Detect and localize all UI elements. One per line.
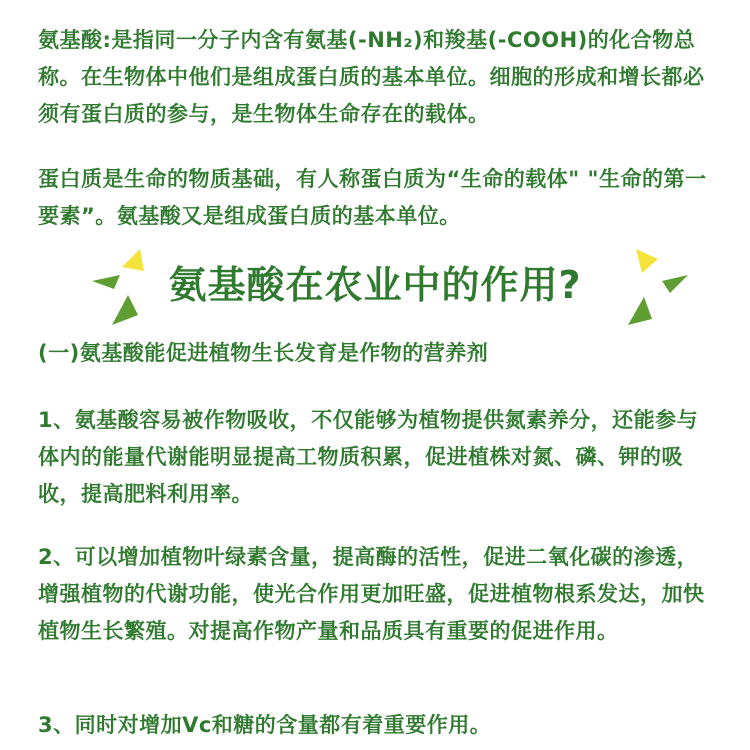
triangle-burst-icon bbox=[600, 245, 690, 330]
intro-paragraph-1: 氨基酸:是指同一分子内含有氨基(-NH₂)和羧基(-COOH)的化合物总称。在生物体中他们是组成蛋白质的基本单位。细胞的形成和增长都必须有蛋白质的参与，是生物体生命存在的载体。 bbox=[38, 28, 705, 126]
intro-paragraph-2: 蛋白质是生命的物质基础，有人称蛋白质为“生命的载体" "生命的第一要素”。氨基酸又是组成蛋白质的基本单位。 bbox=[38, 167, 707, 228]
list-item: 2、可以增加植物叶绿素含量，提高酶的活性，促进二氧化碳的渗透，增强植物的代谢功能，使光合作用更加旺盛，促进植物根系发达，加快植物生长繁殖。对提高作物产量和品质具有重要的促进作用。 bbox=[38, 545, 705, 643]
list-item: 1、氨基酸容易被作物吸收，不仅能够为植物提供氮素养分，还能参与体内的能量代谢能明显提高工物质积累，促进植株对氮、磷、钾的吸收，提高肥料利用率。 bbox=[38, 408, 699, 506]
section-heading bbox=[0, 245, 750, 330]
section-subtitle: (一)氨基酸能促进植物生长发育是作物的营养剂 bbox=[38, 341, 489, 365]
list-item: 3、同时对增加Vc和糖的含量都有着重要作用。 bbox=[38, 713, 492, 737]
section-title: 氨基酸在农业中的作用? bbox=[168, 263, 582, 307]
